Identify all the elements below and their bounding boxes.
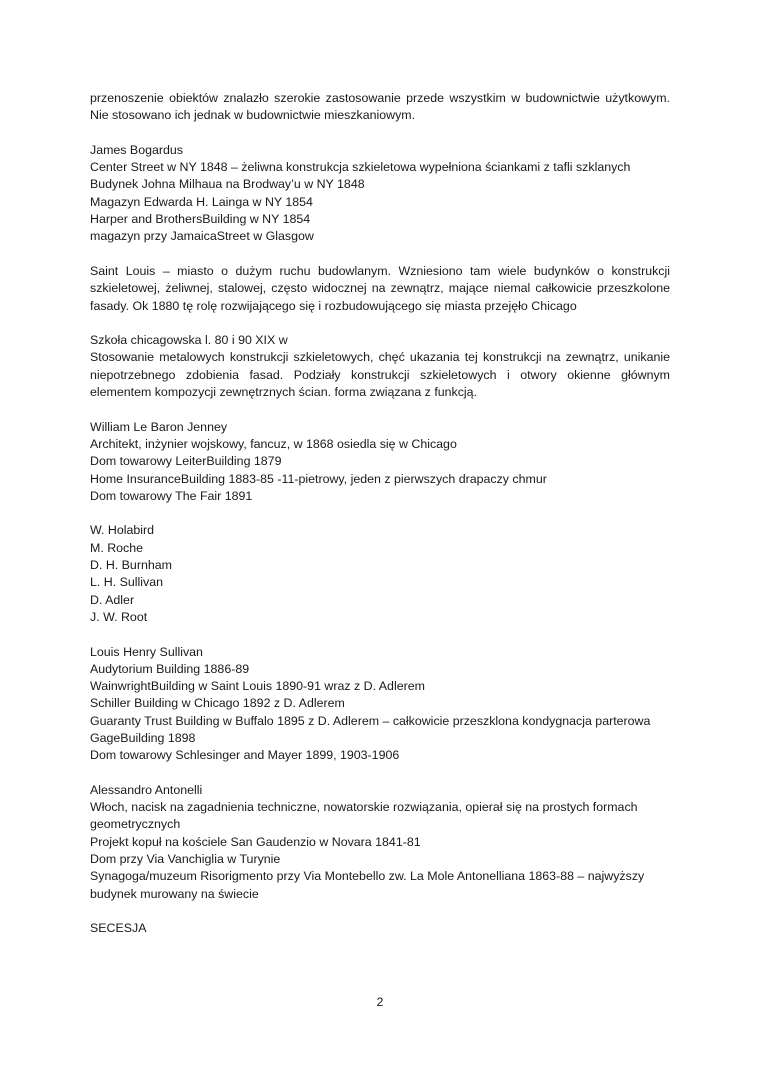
work-item: Schiller Building w Chicago 1892 z D. Adlerem — [90, 696, 345, 711]
work-item: Projekt kopuł na kościele San Gaudenzio w Novara 1841-81 — [90, 834, 421, 849]
work-item: Budynek Johna Milhaua na Brodway’u w NY 1848 — [90, 177, 365, 192]
architect-list-item: D. Adler — [90, 592, 135, 607]
work-item: Architekt, inżynier wojskowy, fancuz, w 1868 osiedla się w Chicago — [90, 436, 457, 451]
work-item: Dom towarowy The Fair 1891 — [90, 488, 253, 503]
work-item: Synagoga/muzeum Risorigmento przy Via Montebello zw. La Mole Antonelliana 1863-88 – najwyższy budynek murowany na świecie — [90, 869, 645, 901]
work-item: Audytorium Building 1886-89 — [90, 661, 250, 676]
section-antonelli — [90, 782, 670, 903]
work-item: Center Street w NY 1848 – żeliwna konstrukcja szkieletowa wypełniona ściankami z tafli szklanych — [90, 160, 631, 175]
work-item: Dom przy Via Vanchiglia w Turynie — [90, 852, 281, 867]
architect-list-item: L. H. Sullivan — [90, 575, 164, 590]
chicago-school-paragraph: Stosowanie metalowych konstrukcji szkieletowych, chęć ukazania tej konstrukcji na zewnątrz, unikanie niepotrzebnego zdobienia fasad. Podziały konstrukcji szkieletowych i otwory okienne głównym elementem kompozycji zewnętrznych ścian. forma związana z funkcją. — [90, 350, 670, 400]
work-item: Dom towarowy LeiterBuilding 1879 — [90, 454, 282, 469]
section-bogardus — [90, 142, 670, 246]
work-item: Harper and BrothersBuilding w NY 1854 — [90, 212, 311, 227]
work-item: Home InsuranceBuilding 1883-85 -11-pietrowy, jeden z pierwszych drapaczy chmur — [90, 471, 547, 486]
architect-name: William Le Baron Jenney — [90, 419, 228, 434]
section-heading: Szkoła chicagowska l. 80 i 90 XIX w — [90, 333, 288, 348]
section-jenney — [90, 419, 670, 505]
work-item: WainwrightBuilding w Saint Louis 1890-91 wraz z D. Adlerem — [90, 679, 425, 694]
work-item: magazyn przy JamaicaStreet w Glasgow — [90, 229, 314, 244]
work-item: Magazyn Edwarda H. Lainga w NY 1854 — [90, 194, 313, 209]
architect-name: Louis Henry Sullivan — [90, 644, 203, 659]
document-page — [90, 90, 670, 955]
section-sullivan — [90, 644, 670, 765]
secesja-heading: SECESJA — [90, 921, 147, 936]
architect-list-item: M. Roche — [90, 540, 144, 555]
architect-name: James Bogardus — [90, 142, 183, 157]
saint-louis-paragraph: Saint Louis – miasto o dużym ruchu budowlanym. Wzniesiono tam wiele budynków o konstrukcji szkieletowej, żeliwnej, stalowej, często widocznej na zewnątrz, mające niemal całkowicie przeszkolone fasady. Ok 1880 tę rolę rozwijającego się i rozbudowującego się miasta przejęło Chicago — [90, 263, 670, 313]
work-item: Dom towarowy Schlesinger and Mayer 1899, 1903-1906 — [90, 748, 400, 763]
architect-list-item: D. H. Burnham — [90, 558, 172, 573]
section-chicago-school — [90, 332, 670, 401]
architect-list-item: J. W. Root — [90, 609, 148, 624]
page-number: 2 — [376, 995, 384, 1009]
intro-paragraph: przenoszenie obiektów znalazło szerokie zastosowanie przede wszystkim w budownictwie użytkowym. Nie stosowano ich jednak w budownictwie mieszkaniowym. — [90, 91, 670, 123]
section-architects-list — [90, 522, 670, 626]
architect-name: Alessandro Antonelli — [90, 782, 203, 797]
work-item: Guaranty Trust Building w Buffalo 1895 z D. Adlerem – całkowicie przeszklona kondygnacja parterowa — [90, 713, 651, 728]
work-item: GageBuilding 1898 — [90, 730, 196, 745]
work-item: Włoch, nacisk na zagadnienia techniczne, nowatorskie rozwiązania, opierał się na prostych formach geometrycznych — [90, 800, 638, 832]
architect-list-item: W. Holabird — [90, 523, 155, 538]
